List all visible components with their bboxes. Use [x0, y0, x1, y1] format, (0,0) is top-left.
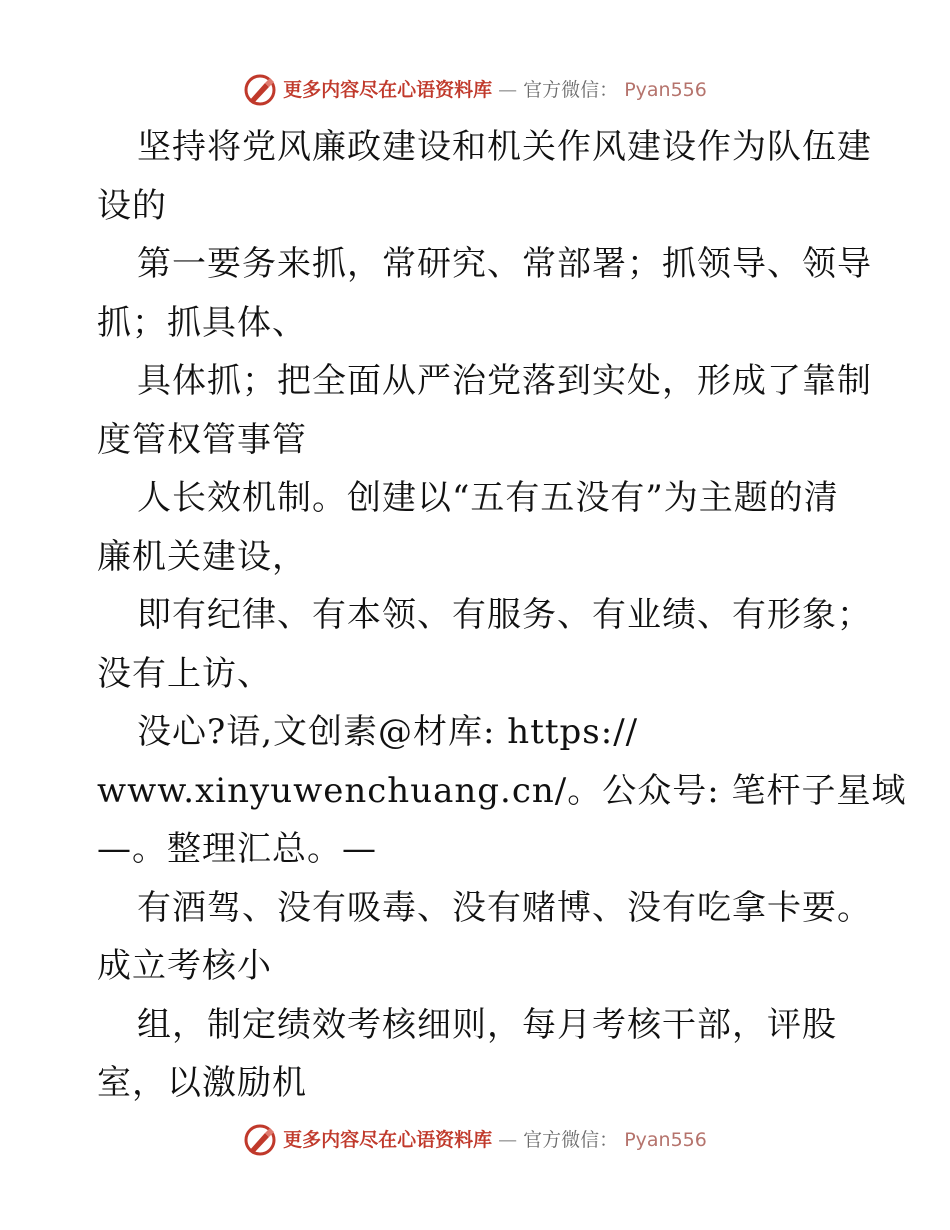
text-line: 廉机关建设， — [97, 536, 307, 577]
banner-main-text: 更多内容尽在心语资料库 — [283, 1129, 493, 1151]
text-line: 组，制定绩效考核细则，每月考核干部，评股 — [137, 1004, 837, 1045]
header-banner — [0, 70, 950, 110]
document-body — [97, 118, 907, 1113]
text-line: 第一要务来抓，常研究、常部署；抓领导、领导 — [137, 244, 872, 284]
text-line: 设的 — [97, 185, 167, 226]
text-line: 成立考核小 — [97, 946, 272, 986]
text-line: 具体抓；把全面从严治党落到实处，形成了靠制 — [137, 361, 872, 401]
banner-wechat-id: Pyan556 — [624, 1129, 707, 1151]
pen-logo-icon — [243, 1123, 277, 1157]
text-line: 抓；抓具体、 — [97, 302, 307, 343]
text-line: www.xinyuwenchuang.cn/。公众号: 笔杆子星域 — [97, 770, 907, 811]
footer-banner — [0, 1120, 950, 1160]
text-line: —。整理汇总。— — [97, 829, 377, 869]
pen-logo-icon — [243, 73, 277, 107]
banner-official-wechat-label: 官方微信： — [523, 1129, 619, 1151]
text-line: 有酒驾、没有吸毒、没有赌博、没有吃拿卡要。 — [137, 887, 872, 928]
banner-separator: — — [498, 1129, 518, 1151]
text-line: 度管权管事管 — [97, 419, 307, 460]
banner-main-text: 更多内容尽在心语资料库 — [283, 79, 493, 101]
text-line: 室，以激励机 — [97, 1063, 307, 1103]
text-line: 坚持将党风廉政建设和机关作风建设作为队伍建 — [137, 127, 872, 167]
text-line: 即有纪律、有本领、有服务、有业绩、有形象； — [137, 595, 872, 635]
text-line: 没有上访、 — [97, 653, 272, 694]
banner-separator: — — [498, 79, 518, 101]
text-line: 没心?语,文创素@材库: https:// — [137, 712, 639, 752]
banner-official-wechat-label: 官方微信： — [523, 79, 619, 101]
banner-wechat-id: Pyan556 — [624, 79, 707, 101]
text-line: 人长效机制。创建以“五有五没有”为主题的清 — [137, 478, 839, 518]
